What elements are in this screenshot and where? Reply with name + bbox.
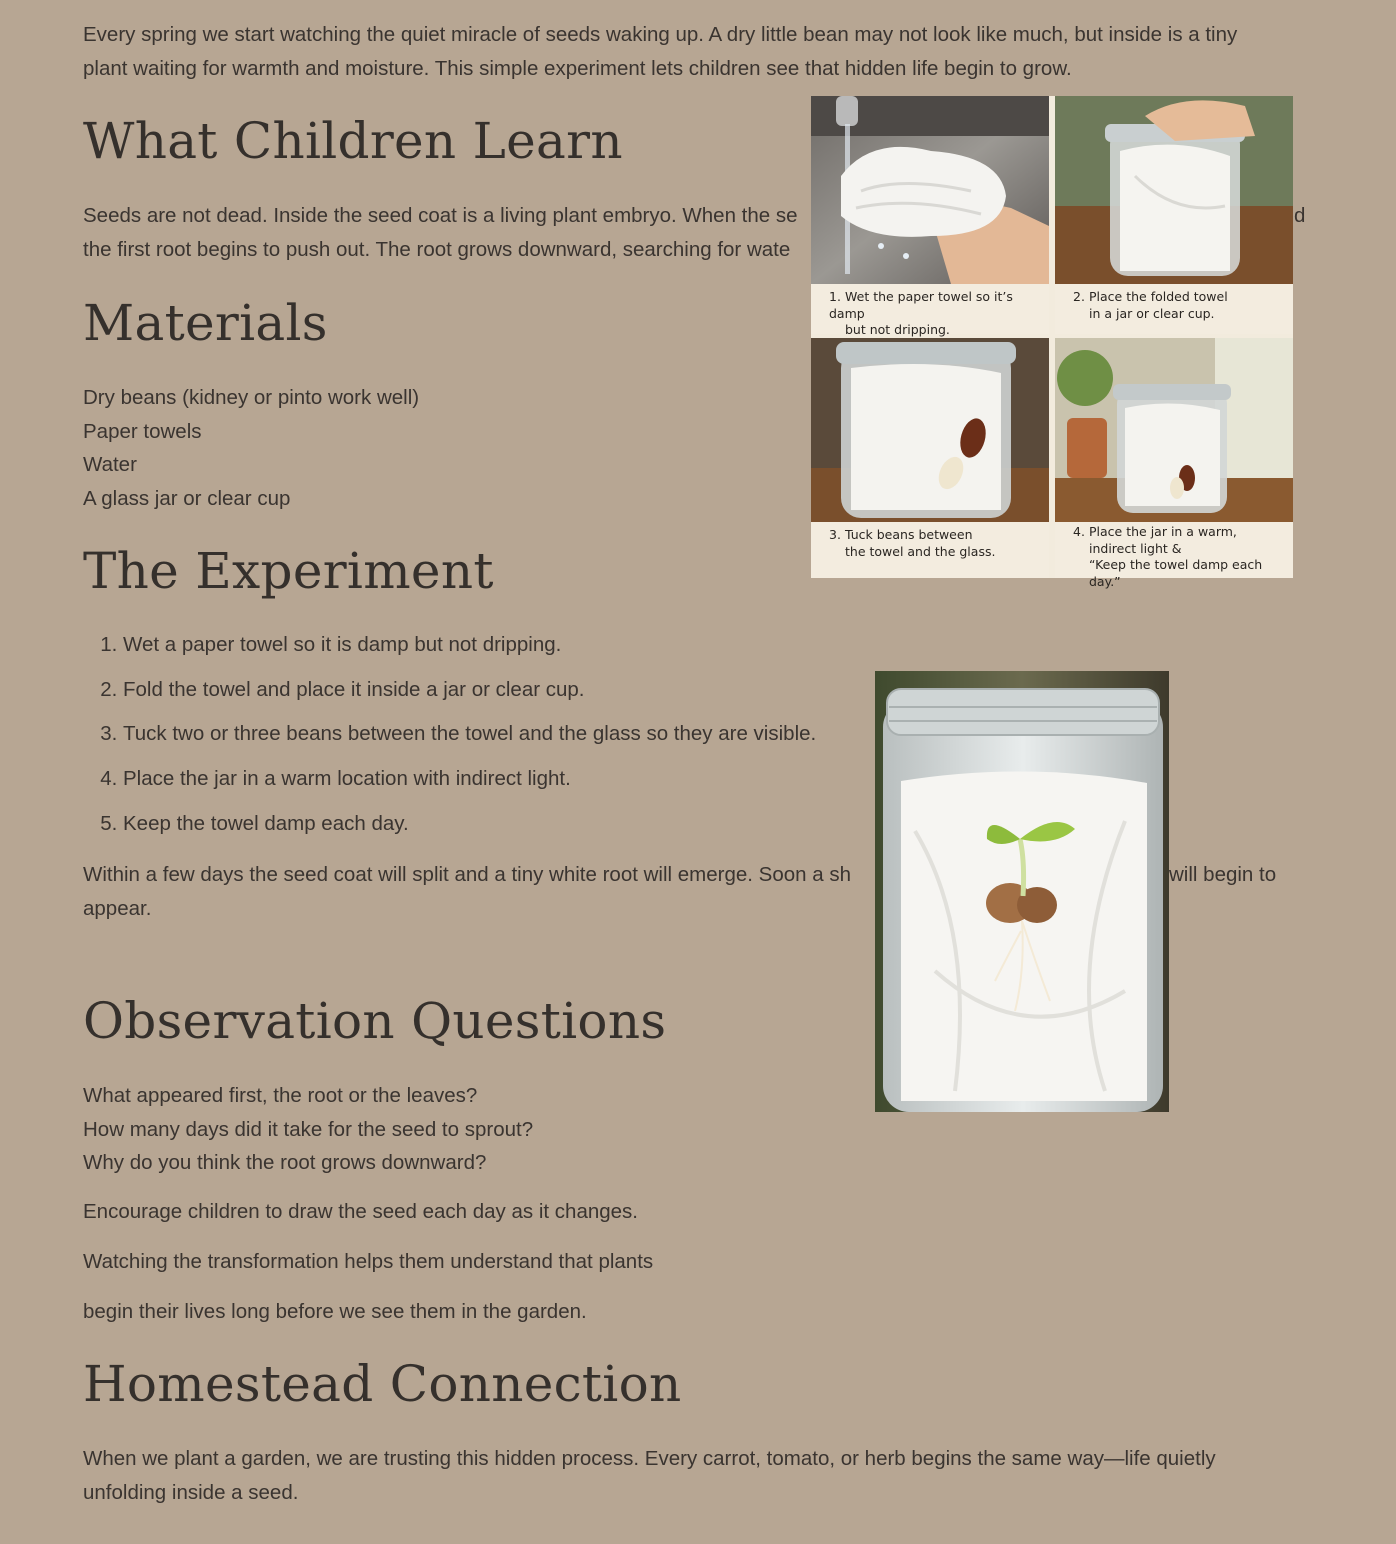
- question-item: Why do you think the root grows downward?: [83, 1151, 487, 1174]
- questions-list: [83, 1079, 533, 1180]
- intro-line-1: Every spring we start watching the quiet miracle of seeds waking up. A dry little bean may not look like much, but inside is a tiny: [83, 23, 1238, 46]
- towel-in-jar-photo: [1055, 96, 1293, 284]
- heading-what-children-learn: What Children Learn: [83, 112, 623, 170]
- materials-item: A glass jar or clear cup: [83, 486, 291, 510]
- experiment-step: 4. Place the jar in a warm location with indirect light.: [123, 762, 816, 796]
- caption-number: 4.: [1073, 524, 1085, 539]
- wet-towel-photo: [811, 96, 1049, 284]
- experiment-step: 2. Fold the towel and place it inside a jar or clear cup.: [123, 673, 816, 707]
- homestead-line-2: unfolding inside a seed.: [83, 1481, 299, 1504]
- learn-line-1: Seeds are not dead. Inside the seed coat is a living plant embryo. When the se: [83, 204, 798, 227]
- caption-line: Place the folded towel: [1089, 289, 1228, 304]
- homestead-line-1: When we plant a garden, we are trusting this hidden process. Every carrot, tomato, or herb begins the same way—life quietly: [83, 1447, 1216, 1470]
- caption-number: 3.: [829, 527, 841, 542]
- materials-item: Dry beans (kidney or pinto work well): [83, 386, 420, 409]
- heading-homestead-connection: Homestead Connection: [83, 1355, 682, 1413]
- caption-line: but not dripping.: [845, 322, 950, 337]
- caption-line: the towel and the glass.: [845, 543, 996, 559]
- result-line-2: appear.: [83, 897, 152, 920]
- figure-caption-1: [811, 284, 1049, 337]
- learn-line-2: the first root begins to push out. The root grows downward, searching for wate: [83, 238, 791, 261]
- questions-paragraph-1: Encourage children to draw the seed each day as it changes.: [83, 1200, 638, 1223]
- jar-by-window-photo: [1055, 338, 1293, 522]
- caption-line: indirect light &: [1089, 540, 1182, 556]
- figure-panel-2: [1055, 96, 1293, 334]
- experiment-step: 1. Wet a paper towel so it is damp but not dripping.: [123, 628, 816, 662]
- caption-number: 1.: [829, 289, 841, 304]
- figure-panel-1: [811, 96, 1049, 337]
- figure-panel-4: [1055, 338, 1293, 589]
- sprouting-bean-photo: [875, 671, 1169, 1112]
- heading-the-experiment: The Experiment: [83, 542, 494, 600]
- questions-paragraph-3: begin their lives long before we see them in the garden.: [83, 1300, 587, 1323]
- heading-materials: Materials: [83, 294, 328, 352]
- figure-panel-3: [811, 338, 1049, 578]
- experiment-result-paragraph: [83, 858, 851, 926]
- result-line-1: Within a few days the seed coat will split and a tiny white root will emerge. Soon a sh: [83, 863, 851, 886]
- figure-caption-3: [811, 522, 1049, 578]
- questions-paragraph-2: Watching the transformation helps them understand that plants: [83, 1250, 654, 1273]
- experiment-steps: [83, 628, 816, 851]
- materials-item: Water: [83, 453, 137, 476]
- figure-caption-2: [1055, 284, 1293, 334]
- materials-item: Paper towels: [83, 419, 202, 443]
- materials-list: [83, 381, 419, 515]
- caption-line: Tuck beans between: [845, 527, 973, 542]
- beans-in-jar-photo: [811, 338, 1049, 522]
- question-item: How many days did it take for the seed to sprout?: [83, 1117, 534, 1141]
- caption-line: Wet the paper towel so it’s damp: [829, 289, 1013, 321]
- caption-number: 2.: [1073, 289, 1085, 304]
- homestead-paragraph: [83, 1442, 1216, 1510]
- learn-line-1-tail: d: [1294, 204, 1306, 227]
- experiment-steps-figure: [811, 96, 1293, 589]
- intro-paragraph: [83, 18, 1237, 86]
- intro-line-2: plant waiting for warmth and moisture. This simple experiment lets children see that hidden life begin to grow.: [83, 57, 1072, 80]
- caption-line: Place the jar in a warm,: [1089, 524, 1237, 539]
- caption-line: “Keep the towel damp each day.”: [1089, 557, 1263, 589]
- heading-observation-questions: Observation Questions: [83, 992, 667, 1050]
- experiment-step: 3. Tuck two or three beans between the towel and the glass so they are visible.: [123, 717, 816, 751]
- caption-line: in a jar or clear cup.: [1089, 305, 1215, 321]
- sprouting-jar-image: [875, 671, 1169, 1112]
- figure-caption-4: [1055, 522, 1293, 589]
- question-item: What appeared first, the root or the leaves?: [83, 1084, 478, 1107]
- experiment-step: 5. Keep the towel damp each day.: [123, 807, 816, 841]
- result-line-1-tail: will begin to: [1169, 863, 1277, 886]
